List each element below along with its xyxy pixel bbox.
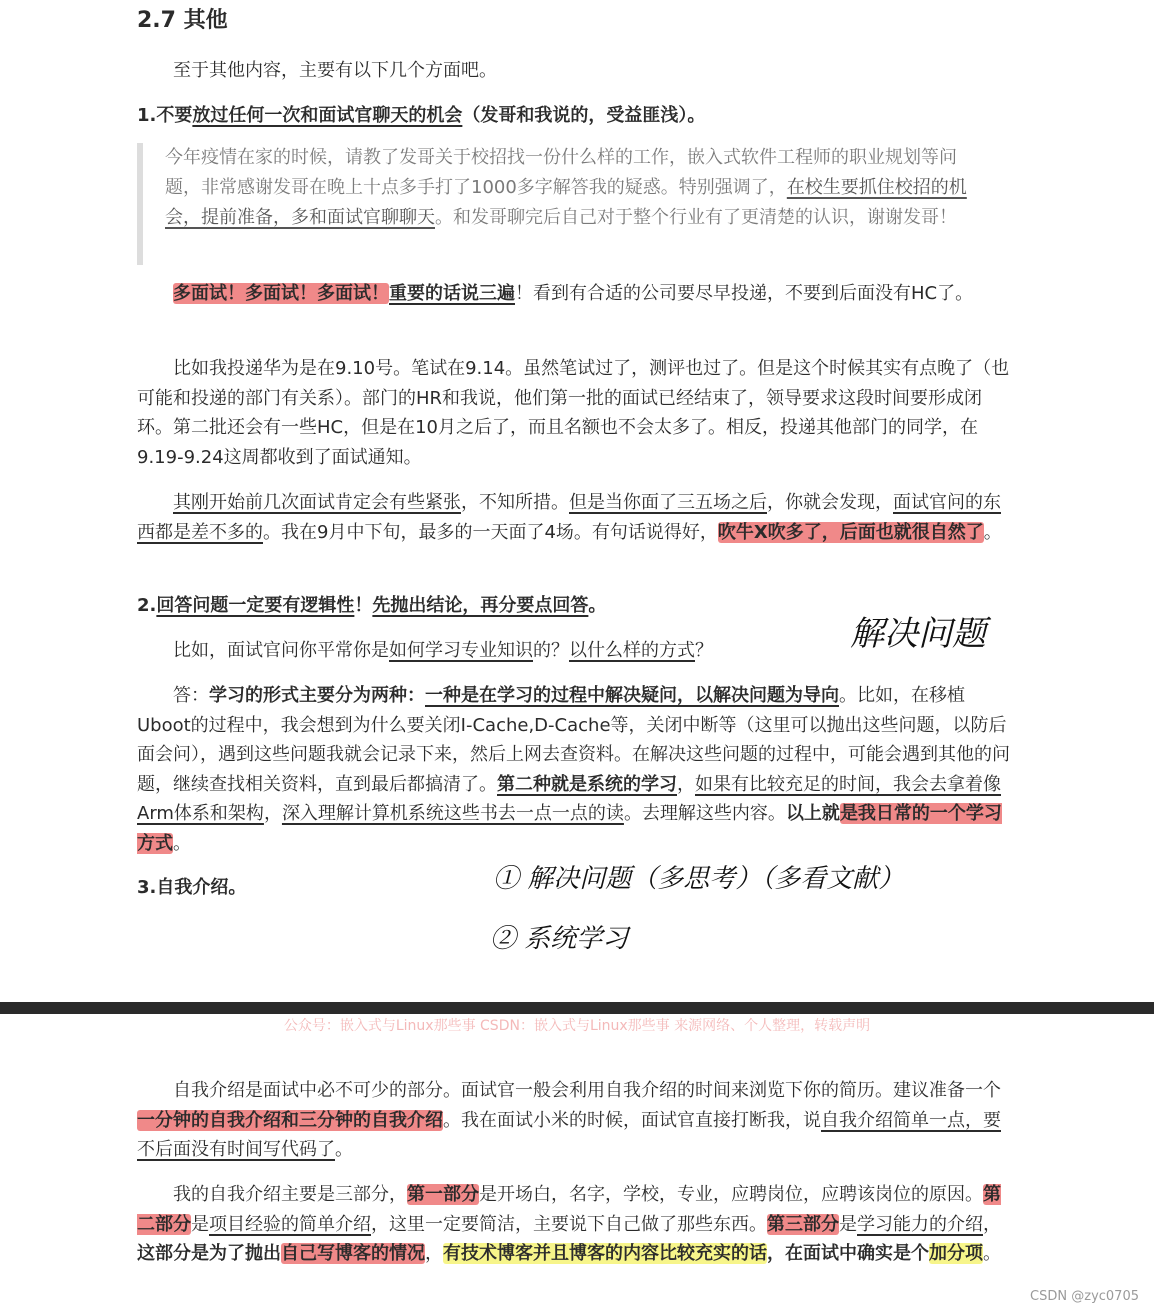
page-divider-band [0, 1002, 1154, 1014]
point-2-heading: 2.回答问题一定要有逻辑性！先抛出结论，再分要点回答。 [137, 595, 607, 616]
intro-paragraph: 至于其他内容，主要有以下几个方面吧。 [173, 60, 497, 81]
watermark-text: 公众号：嵌入式与Linux那些事 CSDN：嵌入式与Linux那些事 来源网络、个人整理，转载声明 [283, 1018, 871, 1034]
handwritten-note-3: ② 系统学习 [490, 924, 629, 954]
handwritten-note-2: ① 解决问题（多思考）（多看文献） [493, 864, 905, 894]
self-intro-paragraph-1: 自我介绍是面试中必不可少的部分。面试官一般会利用自我介绍的时间来浏览下你的简历。建议准备一个一分钟的自我介绍和三分钟的自我介绍。我在面试小米的时候，面试官直接打断我，说自我介绍简单一点，要不后面没有时间写代码了。 [137, 1080, 1001, 1160]
huawei-paragraph: 比如我投递华为是在9.10号。笔试在9.14。虽然笔试过了，测评也过了。但是这个时候其实有点晚了（也可能和投递的部门有关系）。部门的HR和我说，他们第一批的面试已经结束了，领导要求这段时间要形成闭环。第二批还会有一些HC，但是在10月之后了，而且名额也不会太多了。相反，投递其他部门的同学，在9.19-9.24这周都收到了面试通知。 [137, 358, 1010, 468]
more-interviews-paragraph: 多面试！多面试！多面试！重要的话说三遍！看到有合适的公司要尽早投递，不要到后面没有HC了。 [173, 283, 974, 304]
section-title: 2.7 其他 [137, 8, 228, 33]
self-intro-paragraph-2: 我的自我介绍主要是三部分，第一部分是开场白，名字，学校，专业，应聘岗位，应聘该岗位的原因。第二部分是项目经验的简单介绍，这里一定要简洁，主要说下自己做了那些东西。第三部分是学习能力的介绍，这部分是为了抛出自己写博客的情况，有技术博客并且博客的内容比较充实的话，在面试中确实是个加分项。 [137, 1184, 1001, 1264]
point-1-heading: 1.不要放过任何一次和面试官聊天的机会（发哥和我说的，受益匪浅）。 [137, 105, 706, 126]
csdn-credit: CSDN @zyc0705 [1030, 1289, 1139, 1304]
answer-paragraph: 答：学习的形式主要分为两种：一种是在学习的过程中解决疑问，以解决问题为导向。比如，在移植Uboot的过程中，我会想到为什么要关闭I-Cache,D-Cache等，关闭中断等（这里可以抛出这些问题，以防后面会问），遇到这些问题我就会记录下来，然后上网去查资料。在解决这些问题的过程中，可能会遇到其他的问题，继续查找相关资料，直到最后都搞清了。第二种就是系统的学习，如果有比较充足的时间，我会去拿着像Arm体系和架构，深入理解计算机系统这些书去一点一点的读。去理解这些内容。以上就是我日常的一个学习方式。 [137, 685, 1010, 854]
point-3-heading: 3.自我介绍。 [137, 877, 247, 898]
handwritten-note-1: 解决问题 [850, 614, 986, 654]
question-paragraph: 比如，面试官问你平常你是如何学习专业知识的？以什么样的方式？ [173, 640, 713, 661]
nervous-paragraph: 其刚开始前几次面试肯定会有些紧张，不知所措。但是当你面了三五场之后，你就会发现，面试官问的东西都是差不多的。我在9月中下旬，最多的一天面了4场。有句话说得好，吹牛X吹多了，后面也就很自然了。 [137, 492, 1002, 543]
blockquote: 今年疫情在家的时候，请教了发哥关于校招找一份什么样的工作，嵌入式软件工程师的职业规划等问题，非常感谢发哥在晚上十点多手打了1000多字解答我的疑惑。特别强调了，在校生要抓住校招的机会，提前准备，多和面试官聊聊天。和发哥聊完后自己对于整个行业有了更清楚的认识，谢谢发哥！ [137, 143, 992, 265]
